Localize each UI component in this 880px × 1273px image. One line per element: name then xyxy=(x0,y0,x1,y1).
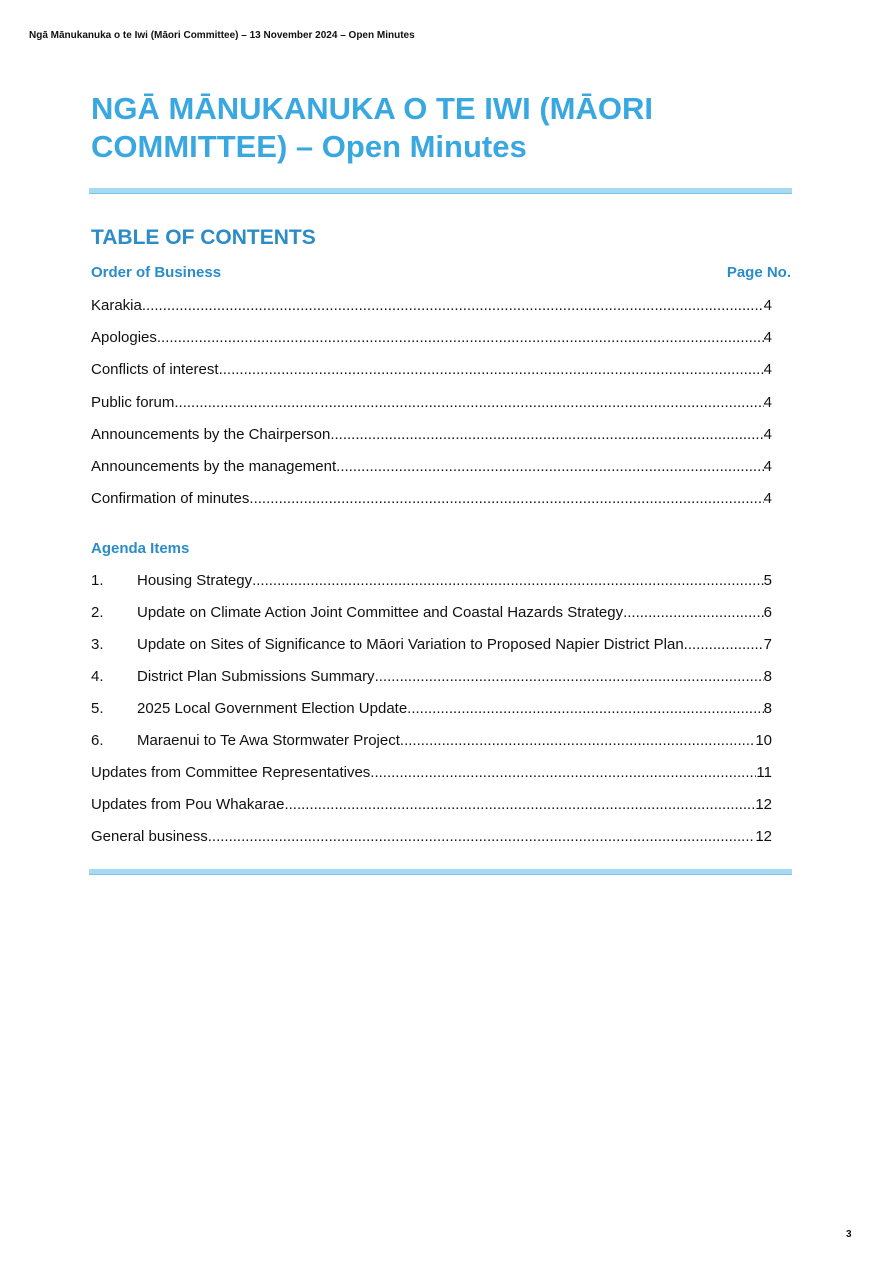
dot-leader xyxy=(407,699,763,719)
toc-entry-committee-representatives[interactable] xyxy=(91,763,772,783)
toc-entry-label: Announcements by the management xyxy=(91,458,337,475)
toc-entry-page: 4 xyxy=(763,394,772,411)
toc-entry-conflicts-of-interest[interactable] xyxy=(91,360,772,380)
toc-entry-page: 12 xyxy=(755,796,772,813)
toc-entry-label: Updates from Committee Representatives xyxy=(91,764,371,781)
toc-entry-pou-whakarae[interactable] xyxy=(91,795,772,815)
dot-leader xyxy=(174,393,763,413)
toc-entry-label: Confirmation of minutes xyxy=(91,490,250,507)
toc-entry-label: Public forum xyxy=(91,394,175,411)
order-of-business-heading: Order of Business xyxy=(91,264,222,281)
dot-leader xyxy=(400,731,755,751)
toc-entry-karakia[interactable] xyxy=(91,296,772,316)
toc-entry-label: District Plan Submissions Summary xyxy=(137,668,375,685)
toc-agenda-item-5[interactable] xyxy=(91,699,772,719)
toc-entry-label: Updates from Pou Whakarae xyxy=(91,796,285,813)
running-header: Ngā Mānukanuka o te Iwi (Māori Committee) – 13 November 2024 – Open Minutes xyxy=(29,30,415,41)
dot-leader xyxy=(330,425,763,445)
toc-entry-page: 4 xyxy=(763,361,772,378)
toc-entry-page: 12 xyxy=(755,828,772,845)
toc-entry-label: Housing Strategy xyxy=(137,572,253,589)
agenda-item-number: 5. xyxy=(91,700,104,717)
agenda-item-number: 3. xyxy=(91,636,104,653)
toc-entry-confirmation-of-minutes[interactable] xyxy=(91,489,772,509)
page-number: 3 xyxy=(846,1229,852,1240)
toc-entry-label: Apologies xyxy=(91,329,157,346)
toc-entry-public-forum[interactable] xyxy=(91,393,772,413)
page-title: NGĀ MĀNUKANUKA O TE IWI (MĀORI COMMITTEE) – Open Minutes xyxy=(91,91,653,164)
toc-agenda-item-2[interactable] xyxy=(91,603,772,623)
toc-entry-label: Update on Sites of Significance to Māori Variation to Proposed Napier District Plan xyxy=(137,636,684,653)
toc-entry-label: Update on Climate Action Joint Committee and Coastal Hazards Strategy xyxy=(137,604,624,621)
toc-entry-page: 11 xyxy=(756,764,772,781)
dot-leader xyxy=(284,795,755,815)
bottom-divider xyxy=(89,869,792,875)
dot-leader xyxy=(249,489,763,509)
toc-agenda-item-1[interactable] xyxy=(91,571,772,591)
toc-entry-page: 4 xyxy=(763,458,772,475)
toc-entry-label: General business xyxy=(91,828,208,845)
toc-heading: TABLE OF CONTENTS xyxy=(91,226,316,249)
dot-leader xyxy=(142,296,764,316)
toc-entry-page: 4 xyxy=(763,426,772,443)
toc-agenda-item-4[interactable] xyxy=(91,667,772,687)
dot-leader xyxy=(623,603,764,623)
page-no-heading: Page No. xyxy=(726,264,791,281)
toc-entry-page: 10 xyxy=(755,732,772,749)
toc-entry-page: 6 xyxy=(763,604,772,621)
toc-entry-page: 8 xyxy=(763,668,772,685)
toc-entry-announcements-management[interactable] xyxy=(91,457,772,477)
toc-entry-apologies[interactable] xyxy=(91,328,772,348)
agenda-items-header xyxy=(91,540,791,557)
agenda-items-heading: Agenda Items xyxy=(91,540,190,557)
toc-entry-label: Karakia xyxy=(91,297,142,314)
dot-leader xyxy=(219,360,764,380)
toc-entry-page: 4 xyxy=(763,490,772,507)
top-divider xyxy=(89,188,792,194)
dot-leader xyxy=(208,827,756,847)
toc-entry-page: 5 xyxy=(763,572,772,589)
toc-entry-page: 7 xyxy=(763,636,772,653)
toc-entry-general-business[interactable] xyxy=(91,827,772,847)
agenda-item-number: 1. xyxy=(91,572,104,589)
dot-leader xyxy=(684,635,764,655)
toc-entry-page: 4 xyxy=(763,297,772,314)
toc-entry-announcements-chairperson[interactable] xyxy=(91,425,772,445)
agenda-item-number: 6. xyxy=(91,732,104,749)
agenda-item-number: 4. xyxy=(91,668,104,685)
agenda-item-number: 2. xyxy=(91,604,104,621)
toc-entry-label: 2025 Local Government Election Update xyxy=(137,700,408,717)
dot-leader xyxy=(157,328,764,348)
dot-leader xyxy=(252,571,764,591)
toc-entry-label: Maraenui to Te Awa Stormwater Project xyxy=(137,732,400,749)
toc-entry-label: Announcements by the Chairperson xyxy=(91,426,331,443)
dot-leader xyxy=(375,667,764,687)
dot-leader xyxy=(370,763,756,783)
toc-agenda-item-3[interactable] xyxy=(91,635,772,655)
dot-leader xyxy=(336,457,764,477)
toc-entry-page: 8 xyxy=(763,700,772,717)
toc-agenda-item-6[interactable] xyxy=(91,731,772,751)
toc-entry-page: 4 xyxy=(763,329,772,346)
toc-entry-label: Conflicts of interest xyxy=(91,361,219,378)
order-of-business-header xyxy=(91,264,791,281)
